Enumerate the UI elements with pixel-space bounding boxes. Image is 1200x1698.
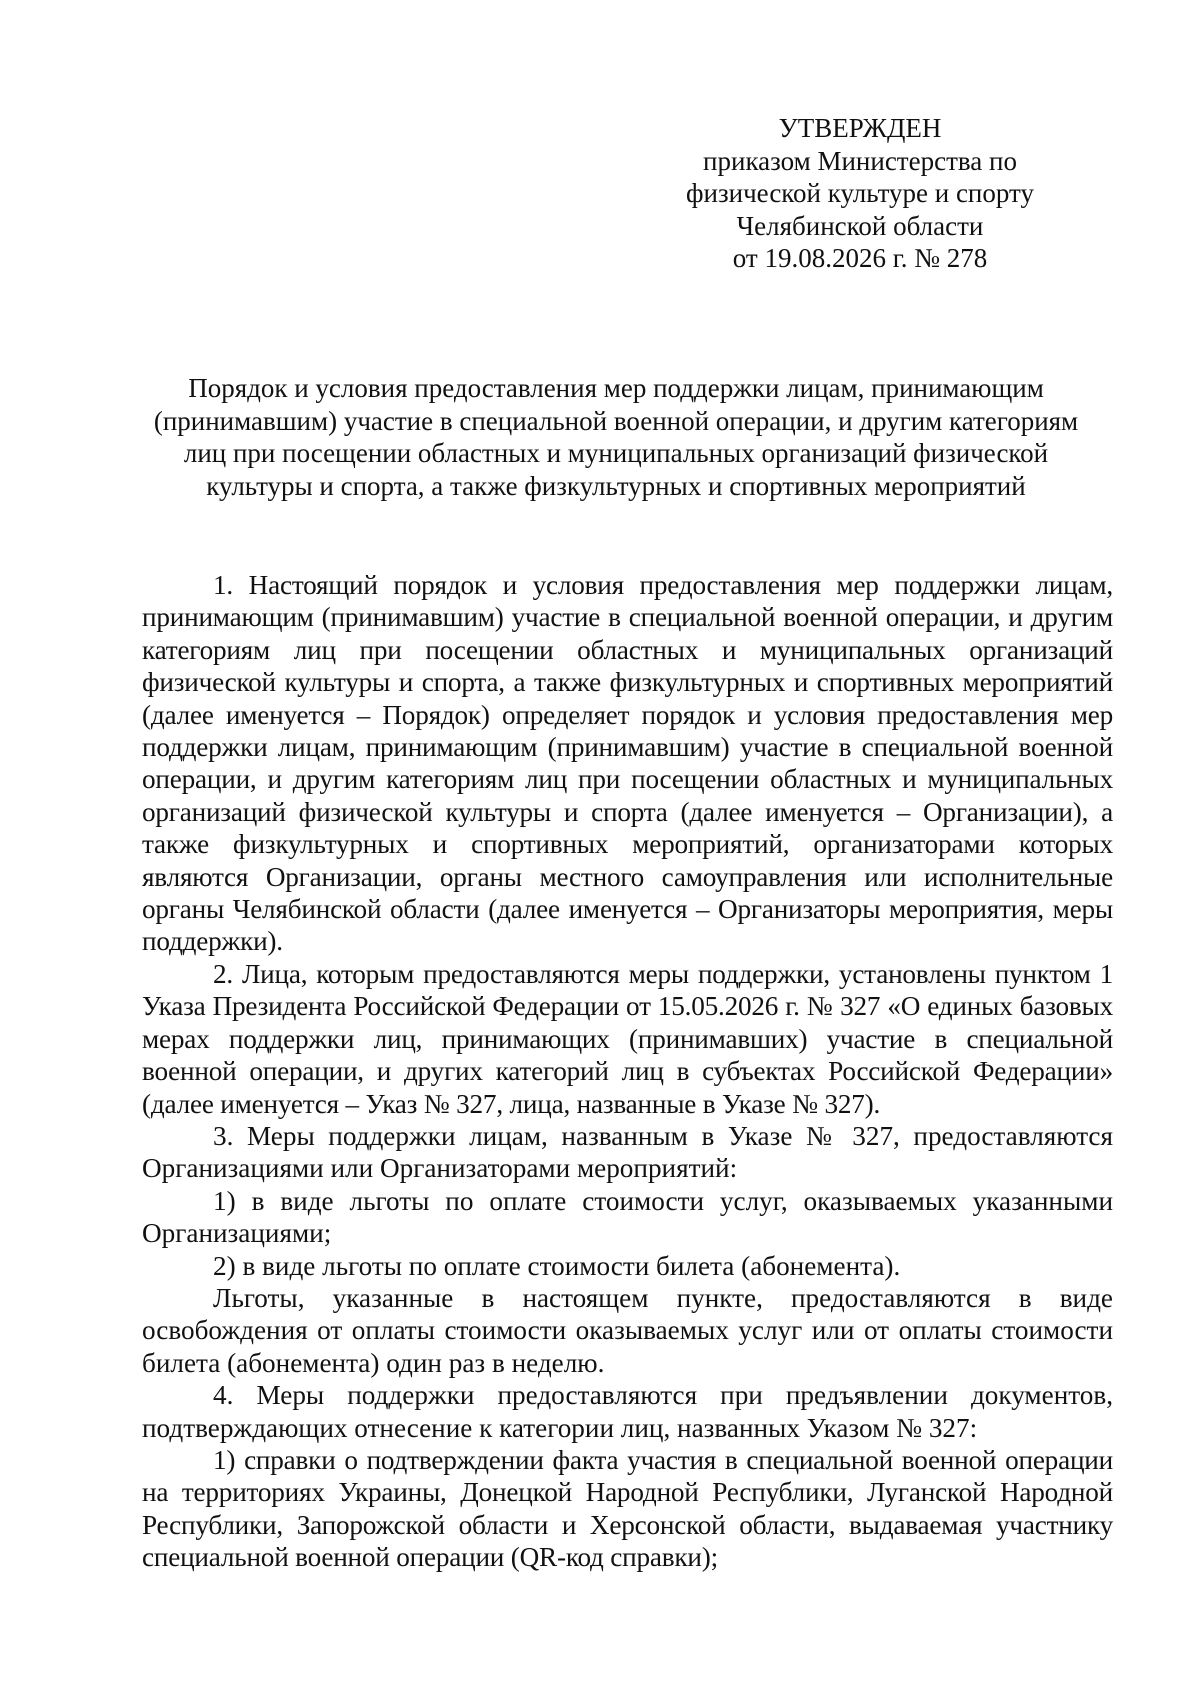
paragraph-3-note: Льготы, указанные в настоящем пункте, предоставляются в виде освобождения от оплаты стоимости оказываемых услуг или от оплаты стоимости билета (абонемента) один раз в неделю. — [142, 1282, 1113, 1378]
paragraph-2: 2. Лица, которым предоставляются меры поддержки, установлены пунктом 1 Указа Президента Российской Федерации от 15.05.2026 г. № 327 «О единых базовых мерах поддержки лиц, принимающих (принимавших) участие в специальной военной операции, и других категорий лиц в субъектах Российской Федерации» (далее именуется – Указ № 327, лица, названные в Указе № 327). — [142, 958, 1113, 1119]
document-body — [142, 569, 1113, 1574]
approval-region-line: Челябинской области — [736, 210, 984, 241]
paragraph-3-item-2: 2) в виде льготы по оплате стоимости билета (абонемента). — [213, 1250, 901, 1281]
approval-stamp — [640, 112, 1080, 275]
document-title — [132, 372, 1100, 502]
paragraph-4-item-1: 1) справки о подтверждении факта участия в специальной военной операции на территориях Украины, Донецкой Народной Республики, Луганской Народной Республики, Запорожской области и Херсонской области, выдаваемая участнику специальной военной операции (QR-код справки); — [142, 1444, 1113, 1573]
title-line: лиц при посещении областных и муниципальных организаций физической — [183, 438, 1049, 468]
approval-order-line: приказом Министерства по — [703, 145, 1017, 176]
approval-heading: УТВЕРЖДЕН — [778, 113, 942, 143]
paragraph-3-item-1: 1) в виде льготы по оплате стоимости услуг, оказываемых указанными Организациями; — [142, 1185, 1113, 1249]
approval-date-number: от 19.08.2026 г. № 278 — [732, 243, 988, 273]
title-line: Порядок и условия предоставления мер поддержки лицам, принимающим — [188, 373, 1044, 403]
title-line: культуры и спорта, а также физкультурных и спортивных мероприятий — [206, 470, 1026, 501]
paragraph-4: 4. Меры поддержки предоставляются при предъявлении документов, подтверждающих отнесение к категории лиц, названных Указом № 327: — [142, 1380, 1113, 1443]
title-line: (принимавшим) участие в специальной военной операции, и другим категориям — [153, 405, 1079, 436]
approval-ministry-line: физической культуре и спорту — [686, 178, 1034, 208]
paragraph-3: 3. Меры поддержки лицам, названным в Указе № 327, предоставляются Организациями или Организаторами мероприятий: — [142, 1120, 1113, 1184]
paragraph-1: 1. Настоящий порядок и условия предоставления мер поддержки лицам, принимающим (принимавшим) участие в специальной военной операции, и другим категориям лиц при посещении областных и муниципальных организаций физической культуры и спорта, а также физкультурных и спортивных мероприятий (далее именуется – Порядок) определяет порядок и условия предоставления мер поддержки лицам, принимающим (принимавшим) участие в специальной военной операции, и другим категориям лиц при посещении областных и муниципальных организаций физической культуры и спорта (далее именуется – Организации), а также физкультурных и спортивных мероприятий, организаторами которых являются Организации, органы местного самоуправления или исполнительные органы Челябинской области (далее именуется – Организаторы мероприятия, меры поддержки). — [142, 570, 1113, 957]
